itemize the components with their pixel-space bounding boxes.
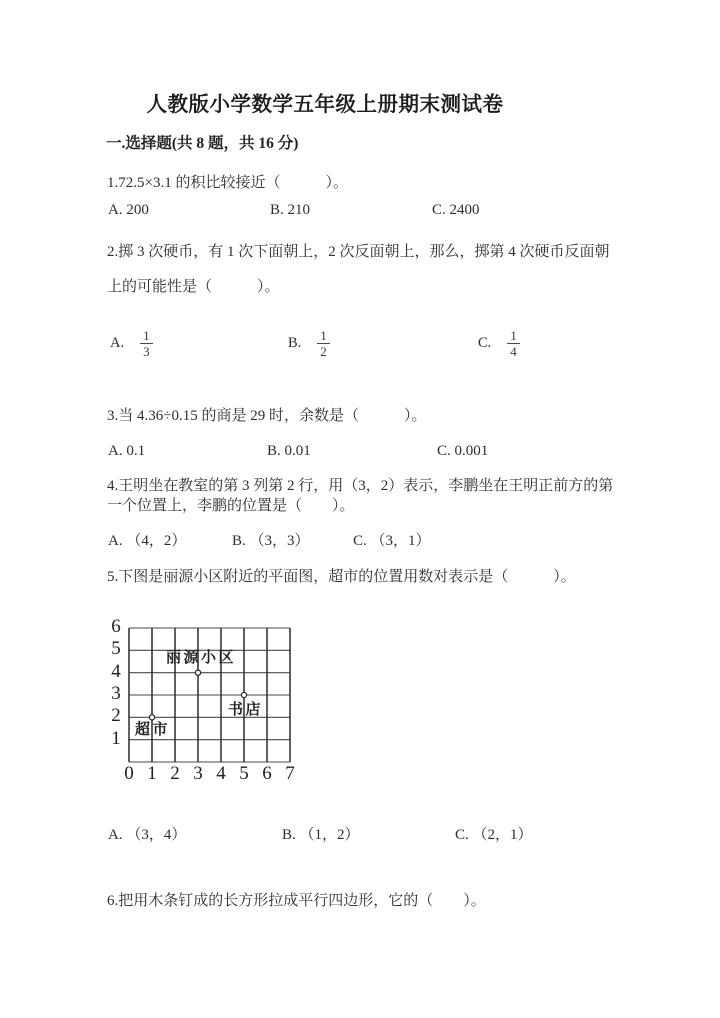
question-1-options bbox=[0, 200, 720, 222]
option-a: A. （3，4） bbox=[108, 827, 187, 843]
option-a-fraction bbox=[110, 326, 153, 360]
question-5-text: 5.下图是丽源小区附近的平面图，超市的位置用数对表示是（ ）。 bbox=[107, 569, 576, 585]
grid-point-marker bbox=[149, 715, 154, 720]
question-2-text-line-2: 上的可能性是（ ）。 bbox=[107, 279, 280, 295]
fraction bbox=[507, 328, 520, 359]
option-b-fraction bbox=[288, 326, 330, 360]
grid-point-marker bbox=[195, 670, 200, 675]
option-label: B. bbox=[288, 334, 302, 351]
question-2-options bbox=[0, 326, 720, 362]
point-label-supermarket: 超市 bbox=[135, 722, 171, 738]
x-tick-label: 3 bbox=[193, 763, 203, 784]
question-4-text-line-1: 4.王明坐在教室的第 3 列第 2 行，用（3，2）表示，李鹏坐在王明正前方的第 bbox=[107, 478, 614, 494]
grid-lines-svg bbox=[108, 620, 308, 772]
point-label-liyuan: 丽源小区 bbox=[166, 650, 237, 666]
x-tick-label: 4 bbox=[216, 763, 226, 784]
y-tick-label: 2 bbox=[111, 705, 121, 727]
x-tick-label: 2 bbox=[170, 763, 180, 784]
option-b: B. 210 bbox=[270, 202, 311, 218]
x-tick-label: 7 bbox=[285, 763, 295, 784]
fraction-numerator: 1 bbox=[320, 327, 327, 343]
point-label-bookstore: 书店 bbox=[228, 702, 264, 718]
page-title: 人教版小学数学五年级上册期末测试卷 bbox=[146, 94, 504, 116]
fraction-denominator: 4 bbox=[507, 343, 520, 359]
option-a: A. （4，2） bbox=[108, 533, 187, 549]
fraction bbox=[140, 328, 153, 359]
fraction bbox=[317, 328, 330, 359]
question-1-text: 1.72.5×3.1 的积比较接近（ ）。 bbox=[107, 175, 348, 191]
option-label: C. bbox=[478, 334, 492, 351]
grid-point-marker bbox=[241, 692, 246, 697]
y-tick-label: 5 bbox=[111, 638, 121, 660]
question-6-text: 6.把用木条钉成的长方形拉成平行四边形，它的（ ）。 bbox=[107, 893, 486, 909]
question-4-text-line-2: 一个位置上，李鹏的位置是（ ）。 bbox=[107, 498, 355, 514]
question-5-options bbox=[0, 825, 720, 847]
question-2-text-line-1: 2.掷 3 次硬币，有 1 次下面朝上，2 次反面朝上，那么，掷第 4 次硬币反面朝 bbox=[107, 244, 610, 260]
question-3-options bbox=[0, 441, 720, 463]
x-tick-label: 5 bbox=[239, 763, 249, 784]
fraction-denominator: 3 bbox=[140, 343, 153, 359]
x-tick-label: 1 bbox=[147, 763, 157, 784]
fraction-numerator: 1 bbox=[510, 327, 517, 343]
question-4-options bbox=[0, 531, 720, 553]
coordinate-grid-figure bbox=[108, 616, 328, 795]
fraction-denominator: 2 bbox=[317, 343, 330, 359]
option-c: C. 0.001 bbox=[437, 443, 489, 459]
option-b: B. （1，2） bbox=[282, 827, 360, 843]
option-c: C. （2，1） bbox=[455, 827, 533, 843]
option-a: A. 0.1 bbox=[108, 443, 146, 459]
section-heading: 一.选择题(共 8 题，共 16 分) bbox=[106, 135, 299, 152]
question-3-text: 3.当 4.36÷0.15 的商是 29 时，余数是（ ）。 bbox=[107, 408, 427, 424]
x-tick-label: 0 bbox=[124, 763, 134, 784]
option-c: C. 2400 bbox=[432, 202, 480, 218]
y-tick-label: 1 bbox=[111, 727, 121, 749]
y-tick-label: 3 bbox=[111, 683, 121, 704]
option-b: B. （3，3） bbox=[232, 533, 310, 549]
y-tick-label: 4 bbox=[111, 660, 121, 682]
fraction-numerator: 1 bbox=[143, 327, 150, 343]
y-tick-label: 6 bbox=[111, 616, 121, 637]
option-c-fraction bbox=[478, 326, 520, 360]
option-b: B. 0.01 bbox=[267, 443, 311, 459]
option-a: A. 200 bbox=[108, 202, 149, 218]
option-c: C. （3，1） bbox=[353, 533, 431, 549]
option-label: A. bbox=[110, 334, 125, 351]
x-tick-label: 6 bbox=[262, 763, 272, 784]
